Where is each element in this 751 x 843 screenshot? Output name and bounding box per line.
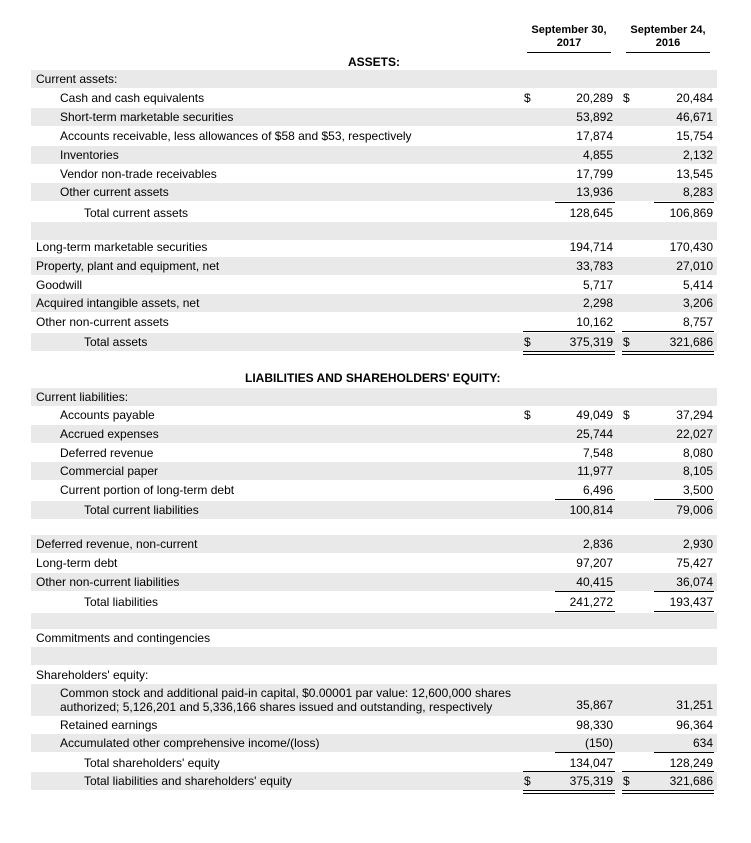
row-label: Total shareholders' equity: [84, 756, 220, 770]
subtotal-rule: [622, 331, 714, 332]
row-label: Accounts receivable, less allowances of $58 and $53, respectively: [60, 129, 412, 143]
table-row: [31, 70, 717, 88]
table-row: [31, 535, 717, 553]
value-2016: 20,484: [676, 91, 713, 105]
row-label: Retained earnings: [60, 718, 158, 732]
value-2016: 321,686: [669, 774, 713, 788]
row-label: Short-term marketable securities: [60, 110, 234, 124]
value-2017: 2,298: [582, 296, 613, 310]
row-label: Current assets:: [36, 72, 118, 86]
table-row: [31, 772, 717, 790]
table-row: [31, 481, 717, 499]
subtotal-rule: [654, 499, 714, 500]
total-double-rule: [523, 790, 615, 794]
value-2017: 6,496: [582, 483, 613, 497]
table-row: [31, 238, 717, 256]
value-2017: 5,717: [582, 278, 613, 292]
value-2016: 106,869: [669, 206, 713, 220]
value-2016: 3,206: [682, 296, 713, 310]
row-label: Deferred revenue: [60, 446, 154, 460]
row-label: Deferred revenue, non-current: [36, 537, 198, 551]
currency-symbol: $: [524, 408, 531, 422]
value-2017: 20,289: [576, 91, 613, 105]
column-header-2017-line1: September 30,: [531, 24, 607, 36]
value-2016: 15,754: [676, 129, 713, 143]
value-2017: 17,874: [576, 129, 613, 143]
value-2016: 5,414: [682, 278, 713, 292]
value-2016: 27,010: [676, 259, 713, 273]
table-row: [31, 276, 717, 294]
subtotal-rule: [654, 752, 714, 753]
row-label: Accounts payable: [60, 408, 155, 422]
value-2016: 8,105: [682, 464, 713, 478]
row-label: Acquired intangible assets, net: [36, 296, 200, 310]
row-label: Other non-current assets: [36, 315, 169, 329]
column-header-2016-line2: 2016: [655, 37, 681, 49]
value-2017: 375,319: [569, 774, 613, 788]
table-row: [31, 294, 717, 312]
table-row: [31, 108, 717, 126]
table-row: [31, 684, 717, 716]
subtotal-rule: [654, 202, 714, 203]
value-2017: 4,855: [582, 148, 613, 162]
row-label: Current liabilities:: [36, 390, 129, 404]
row-label: Commitments and contingencies: [36, 631, 211, 645]
value-2017: (150): [584, 736, 613, 750]
subtotal-rule: [654, 611, 714, 612]
value-2016: 79,006: [676, 503, 713, 517]
value-2017: 49,049: [576, 408, 613, 422]
value-2016: 8,283: [682, 185, 713, 199]
subtotal-rule: [555, 499, 615, 500]
currency-symbol: $: [524, 91, 531, 105]
value-2016: 22,027: [676, 427, 713, 441]
currency-symbol: $: [623, 91, 630, 105]
table-row: [31, 406, 717, 424]
table-row: [31, 501, 717, 519]
subtotal-rule: [555, 752, 615, 753]
value-2017: 11,977: [577, 464, 613, 478]
row-label: Total assets: [84, 335, 148, 349]
row-label: Other non-current liabilities: [36, 575, 180, 589]
liabilities-title: LIABILITIES AND SHAREHOLDERS' EQUITY:: [245, 371, 501, 385]
value-2016: 46,671: [676, 110, 713, 124]
row-label: Total current assets: [84, 206, 189, 220]
total-double-rule: [622, 790, 714, 794]
table-row: [31, 734, 717, 752]
value-2017: 241,272: [569, 595, 613, 609]
row-label: Shareholders' equity:: [36, 668, 149, 682]
spacer-row: [31, 519, 717, 535]
value-2016: 170,430: [669, 240, 713, 254]
value-2016: 193,437: [669, 595, 713, 609]
value-2017: 13,936: [576, 185, 613, 199]
value-2017: 100,814: [569, 503, 613, 517]
table-row: [31, 333, 717, 351]
row-label: Commercial paper: [60, 464, 159, 478]
value-2017: 97,207: [576, 556, 613, 570]
table-row: [31, 313, 717, 331]
row-label: Total liabilities and shareholders' equity: [84, 774, 292, 788]
column-header-2017-line2: 2017: [556, 37, 582, 49]
value-2017: 25,744: [576, 427, 613, 441]
currency-symbol: $: [623, 774, 630, 788]
value-2017: 128,645: [569, 206, 613, 220]
value-2016: 13,545: [676, 167, 713, 181]
column-header-2016: [622, 24, 714, 50]
value-2016: 128,249: [669, 756, 713, 770]
table-row: [31, 666, 717, 684]
currency-symbol: $: [623, 335, 630, 349]
column-header-2017: [523, 24, 615, 50]
value-2017: 7,548: [582, 446, 613, 460]
subtotal-rule: [555, 611, 615, 612]
value-2017: 98,330: [576, 718, 613, 732]
table-row: [31, 183, 717, 201]
subtotal-rule: [555, 202, 615, 203]
value-2016: 3,500: [682, 483, 713, 497]
value-2017: 194,714: [569, 240, 613, 254]
table-row: [31, 573, 717, 591]
table-row: [31, 204, 717, 222]
currency-symbol: $: [524, 335, 531, 349]
value-2016: 634: [692, 736, 713, 750]
value-2016: 36,074: [676, 575, 713, 589]
spacer-row: [31, 647, 717, 665]
table-row: [31, 754, 717, 772]
value-2016: 96,364: [676, 718, 713, 732]
row-label: Accrued expenses: [60, 427, 159, 441]
value-2016: 321,686: [669, 335, 713, 349]
row-label: Goodwill: [36, 278, 83, 292]
column-header-2016-line1: September 24,: [630, 24, 706, 36]
currency-symbol: $: [524, 774, 531, 788]
header-underline: [527, 52, 611, 53]
table-row: [31, 462, 717, 480]
value-2017: 40,415: [576, 575, 613, 589]
value-2017: 10,162: [576, 315, 613, 329]
row-label: Property, plant and equipment, net: [36, 259, 220, 273]
subtotal-rule: [654, 591, 714, 592]
row-label: Inventories: [60, 148, 119, 162]
subtotal-rule: [523, 331, 615, 332]
header-underline: [626, 52, 710, 53]
table-row: [31, 127, 717, 145]
value-2017: 35,867: [576, 698, 613, 712]
row-label: Vendor non-trade receivables: [60, 167, 217, 181]
value-2016: 2,132: [682, 148, 713, 162]
value-2017: 33,783: [576, 259, 613, 273]
currency-symbol: $: [623, 408, 630, 422]
row-label: Long-term marketable securities: [36, 240, 208, 254]
row-label: Current portion of long-term debt: [60, 483, 235, 497]
value-2017: 2,836: [582, 537, 613, 551]
value-2017: 375,319: [569, 335, 613, 349]
value-2016: 2,930: [682, 537, 713, 551]
value-2017: 134,047: [569, 756, 613, 770]
row-label: Cash and cash equivalents: [60, 91, 205, 105]
table-row: [31, 257, 717, 275]
table-row: [31, 593, 717, 611]
row-label: Accumulated other comprehensive income/(loss): [60, 736, 320, 750]
row-label: Long-term debt: [36, 556, 118, 570]
table-row: [31, 89, 717, 107]
table-row: [31, 146, 717, 164]
assets-title: ASSETS:: [348, 55, 401, 69]
table-row: [31, 629, 717, 647]
row-label: Total current liabilities: [84, 503, 199, 517]
value-2017: 53,892: [576, 110, 613, 124]
total-double-rule: [523, 351, 615, 355]
value-2016: 75,427: [676, 556, 713, 570]
value-2016: 8,080: [682, 446, 713, 460]
value-2016: 37,294: [676, 408, 713, 422]
table-row: [31, 425, 717, 443]
subtotal-rule: [555, 591, 615, 592]
value-2017: 17,799: [576, 167, 613, 181]
table-row: [31, 716, 717, 734]
table-row: [31, 554, 717, 572]
value-2016: 8,757: [682, 315, 713, 329]
table-row: [31, 388, 717, 406]
total-double-rule: [622, 351, 714, 355]
row-label: Other current assets: [60, 185, 169, 199]
row-label: Common stock and additional paid-in capital, $0.00001 par value: 12,600,000 shares authorized; 5,126,201 and 5,336,166 shares issued and outstanding, respectively: [60, 686, 511, 714]
row-label: Total liabilities: [84, 595, 159, 609]
value-2016: 31,251: [676, 698, 713, 712]
spacer-row: [31, 613, 717, 629]
table-row: [31, 165, 717, 183]
table-row: [31, 444, 717, 462]
